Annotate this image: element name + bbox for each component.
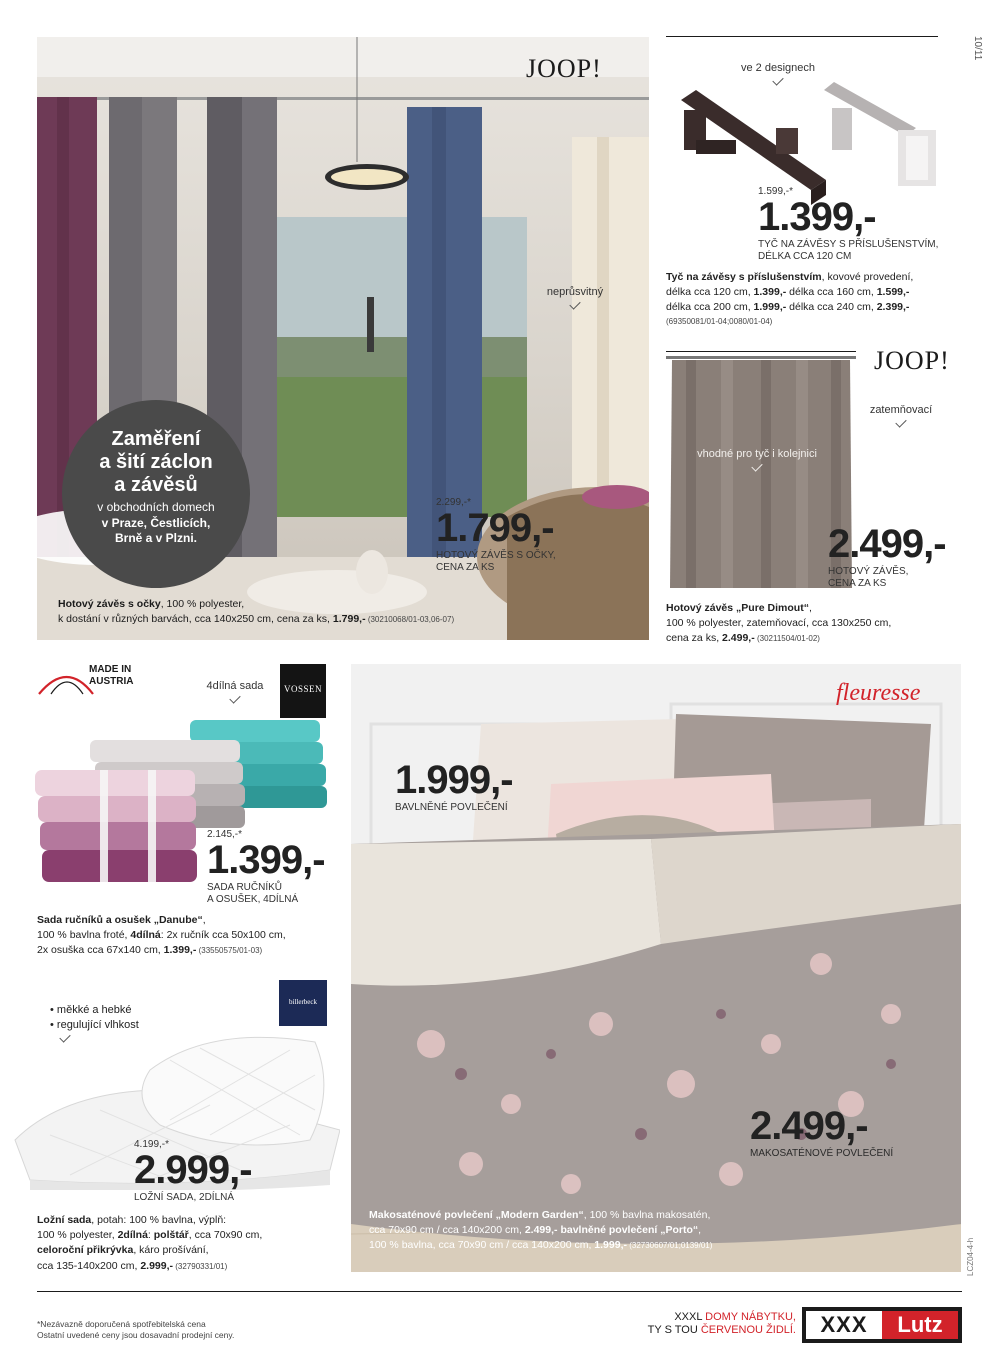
desc-l3a: 2x osuška cca 67x140 cm, xyxy=(37,944,164,957)
desc-price: 1.799,- xyxy=(332,613,366,626)
desc-title: Makosaténové povlečení „Modern Garden“ xyxy=(369,1209,584,1221)
rod-hint-label: ve 2 designech xyxy=(741,62,815,74)
desc-code: (30211504/01-02) xyxy=(754,634,820,644)
linen-photo xyxy=(351,664,961,1272)
page-number: 10/11 xyxy=(972,36,983,61)
logo-xxx: XXX xyxy=(820,1312,868,1337)
desc-title: Sada ručníků a osušek „Danube“ xyxy=(37,914,203,926)
desc-l2c: : xyxy=(147,1229,154,1242)
dimout-price-block xyxy=(828,524,978,590)
desc-l2d: 1.599,- xyxy=(876,286,910,299)
desc-l2b: 1.399,- xyxy=(753,286,787,299)
desc-l2c: délka cca 160 cm, xyxy=(786,286,877,299)
desc-title: Tyč na závěsy s příslušenstvím xyxy=(666,271,822,283)
desc-l2e: , cca 70x90 cm, xyxy=(188,1229,263,1242)
desc-code: (69350081/01-04;0080/01-04) xyxy=(666,316,773,326)
desc-l2a: cca 70x90 cm / cca 140x200 cm, xyxy=(369,1224,525,1237)
towels-description xyxy=(37,913,347,959)
desc-code: (33550575/01-03) xyxy=(196,946,263,956)
price-caption-line2: DÉLKA CCA 120 CM xyxy=(758,251,852,262)
joop-logo-top: JOOP! xyxy=(526,54,602,83)
towels-hint xyxy=(192,680,278,701)
dimout-description xyxy=(666,601,976,647)
promo-line4: v obchodních domech xyxy=(97,500,215,514)
desc-l3b: 1.999,- xyxy=(753,301,787,314)
desc-code: (32730607/01;0139/01) xyxy=(627,1241,713,1251)
desc-l2a: 100 % polyester, xyxy=(37,1229,118,1242)
old-price: 4.199,-* xyxy=(134,1139,170,1150)
desc-l2d: polštář xyxy=(153,1229,189,1242)
promo-circle xyxy=(62,400,250,588)
price: 1.399,- xyxy=(207,838,325,882)
desc-l3b: 1.399,- xyxy=(163,944,197,957)
desc-title: Hotový závěs s očky xyxy=(58,598,161,610)
slogan-1a: XXXL xyxy=(674,1311,706,1323)
desc-line2: k dostání v různých barvách, cca 140x250 cm, cena za ks, xyxy=(58,613,333,626)
made-in-austria-badge xyxy=(37,662,157,698)
footer-note-2: Ostatní uvedené ceny jsou dosavadní prodejní ceny. xyxy=(37,1330,235,1341)
promo-line3: a závěsů xyxy=(114,474,198,496)
desc-code: (32790331/01) xyxy=(173,1261,228,1271)
chevron-down-icon xyxy=(229,693,240,704)
footer-notes xyxy=(37,1319,234,1342)
linen-satin-price-block xyxy=(750,1106,950,1160)
old-price: 2.299,-* xyxy=(436,497,472,508)
curtain-sheer-price-block xyxy=(436,497,596,574)
chevron-down-icon xyxy=(895,417,906,428)
price-caption-line1: HOTOVÝ ZÁVĚS, xyxy=(828,566,909,577)
neprusvitny-label: neprůsvitný xyxy=(546,286,604,298)
price-caption-line1: SADA RUČNÍKŮ xyxy=(207,882,283,893)
bullet-1: • měkké a hebké xyxy=(50,1004,132,1016)
desc-l2b: 2dílná xyxy=(117,1229,148,1242)
towels-hint-label: 4dílná sada xyxy=(206,680,264,692)
price: 2.499,- xyxy=(828,522,946,566)
price: 1.999,- xyxy=(395,758,513,802)
desc-l2a: délka cca 120 cm, xyxy=(666,286,754,299)
zatemnovaci-hint xyxy=(856,404,946,425)
desc-rest: , potah: 100 % bavlna, výplň: xyxy=(91,1214,227,1226)
floral-pattern xyxy=(351,664,961,1272)
price-caption: LOŽNÍ SADA, 2DÍLNÁ xyxy=(134,1192,235,1203)
price-caption: BAVLNĚNÉ POVLEČENÍ xyxy=(395,802,508,813)
desc-l3c: délka cca 240 cm, xyxy=(786,301,877,314)
neprusvitny-hint xyxy=(535,286,615,307)
joop-logo-dimout: JOOP! xyxy=(874,346,950,375)
desc-l2e: , xyxy=(698,1224,702,1237)
price: 1.399,- xyxy=(758,195,876,239)
linen-description xyxy=(369,1208,809,1254)
slogan-1b: DOMY NÁBYTKU, xyxy=(705,1311,796,1323)
billerbeck-logo: billerbeck xyxy=(279,980,327,1026)
old-price: 1.599,-* xyxy=(758,186,794,197)
desc-l3b: 1.999,- xyxy=(594,1239,627,1252)
price: 2.499,- xyxy=(750,1104,868,1148)
desc-l3b: , káro prošívání, xyxy=(133,1244,209,1257)
kolejnice-hint xyxy=(684,448,830,469)
desc-rest: , 100 % bavlna makosatén, xyxy=(583,1209,711,1221)
bedding-price-block xyxy=(134,1139,294,1204)
old-price: 2.145,-* xyxy=(207,829,243,840)
austria-arc-icon xyxy=(37,666,95,696)
promo-line1: Zaměření xyxy=(111,428,201,450)
rod-description xyxy=(666,270,976,327)
desc-rest: , kovové provedení, xyxy=(821,271,914,283)
desc-l4b: 2.999,- xyxy=(140,1259,174,1272)
price-caption-line1: TYČ NA ZÁVĚSY S PŘÍSLUŠENSTVÍM, xyxy=(758,239,939,250)
desc-rest: , 100 % polyester, xyxy=(160,598,245,610)
desc-rest: , xyxy=(202,914,206,926)
price: 2.999,- xyxy=(134,1148,252,1192)
desc-l3a: cena za ks, xyxy=(666,632,723,645)
kolejnice-label: vhodné pro tyč i kolejnici xyxy=(697,448,817,460)
desc-l2b: 2.499,- xyxy=(524,1224,558,1237)
logo-lutz: Lutz xyxy=(882,1311,958,1339)
desc-l3a: délka cca 200 cm, xyxy=(666,301,754,314)
promo-line5: v Praze, Čestlicích, xyxy=(101,515,211,530)
desc-title: Hotový závěs „Pure Dimout“ xyxy=(666,602,809,614)
rod-top-rule xyxy=(666,36,938,37)
curtain-sheer-description xyxy=(58,597,578,627)
desc-l3d: 2.399,- xyxy=(876,301,910,314)
side-code: LCZ04-4-h xyxy=(966,1237,975,1276)
desc-l2b: 4dílná xyxy=(130,929,161,942)
xxxlutz-logo xyxy=(802,1307,962,1343)
price-caption-line2: A OSUŠEK, 4DÍLNÁ xyxy=(207,894,299,905)
price: 1.799,- xyxy=(436,506,554,550)
price-caption: HOTOVÝ ZÁVĚS S OČKY, CENA ZA KS xyxy=(436,550,556,573)
footer-note-1: *Nezávazně doporučená spotřebitelská cena xyxy=(37,1319,206,1329)
desc-l2: 100 % polyester, zatemňovací, cca 130x250 cm, xyxy=(666,617,892,630)
price-caption: MAKOSATÉNOVÉ POVLEČENÍ xyxy=(750,1148,894,1159)
desc-title: Ložní sada xyxy=(37,1214,92,1226)
footer-slogan xyxy=(600,1311,796,1337)
fleuresse-logo: fleuresse xyxy=(836,680,921,706)
promo-line2: a šití záclon xyxy=(99,451,213,473)
vossen-logo: VOSSEN xyxy=(280,664,326,718)
towels-price-block xyxy=(207,829,347,906)
slogan-2a: TY S TOU xyxy=(647,1324,701,1337)
made-in-austria-text: MADE IN AUSTRIA xyxy=(89,664,134,687)
bullet-2: • regulující vlhkost xyxy=(50,1018,139,1031)
desc-l3a: celoroční přikrývka xyxy=(37,1244,134,1257)
zatemnovaci-label: zatemňovací xyxy=(869,404,933,416)
rod-price-block xyxy=(758,186,958,263)
promo-line6: Brně a v Plzni. xyxy=(114,531,198,546)
footer-rule xyxy=(37,1291,962,1292)
slogan-2b: ČERVENOU ŽIDLÍ. xyxy=(700,1324,796,1337)
desc-l2c: : 2x ručník cca 50x100 cm, xyxy=(160,929,286,942)
desc-rest: , xyxy=(808,602,812,614)
bedding-description xyxy=(37,1213,347,1274)
desc-l2d: bavlněné povlečení „Porto“ xyxy=(560,1224,699,1237)
price-caption-line2: CENA ZA KS xyxy=(828,578,887,589)
desc-l2a: 100 % bavlna froté, xyxy=(37,929,131,942)
linen-cotton-price-block xyxy=(395,760,565,814)
desc-code: (30210068/01-03,06-07) xyxy=(365,615,455,625)
desc-l4a: cca 135-140x200 cm, xyxy=(37,1259,141,1272)
desc-l3b: 2.499,- xyxy=(722,632,755,645)
desc-l3a: 100 % bavlna, cca 70x90 cm / cca 140x200 cm, xyxy=(369,1239,595,1252)
